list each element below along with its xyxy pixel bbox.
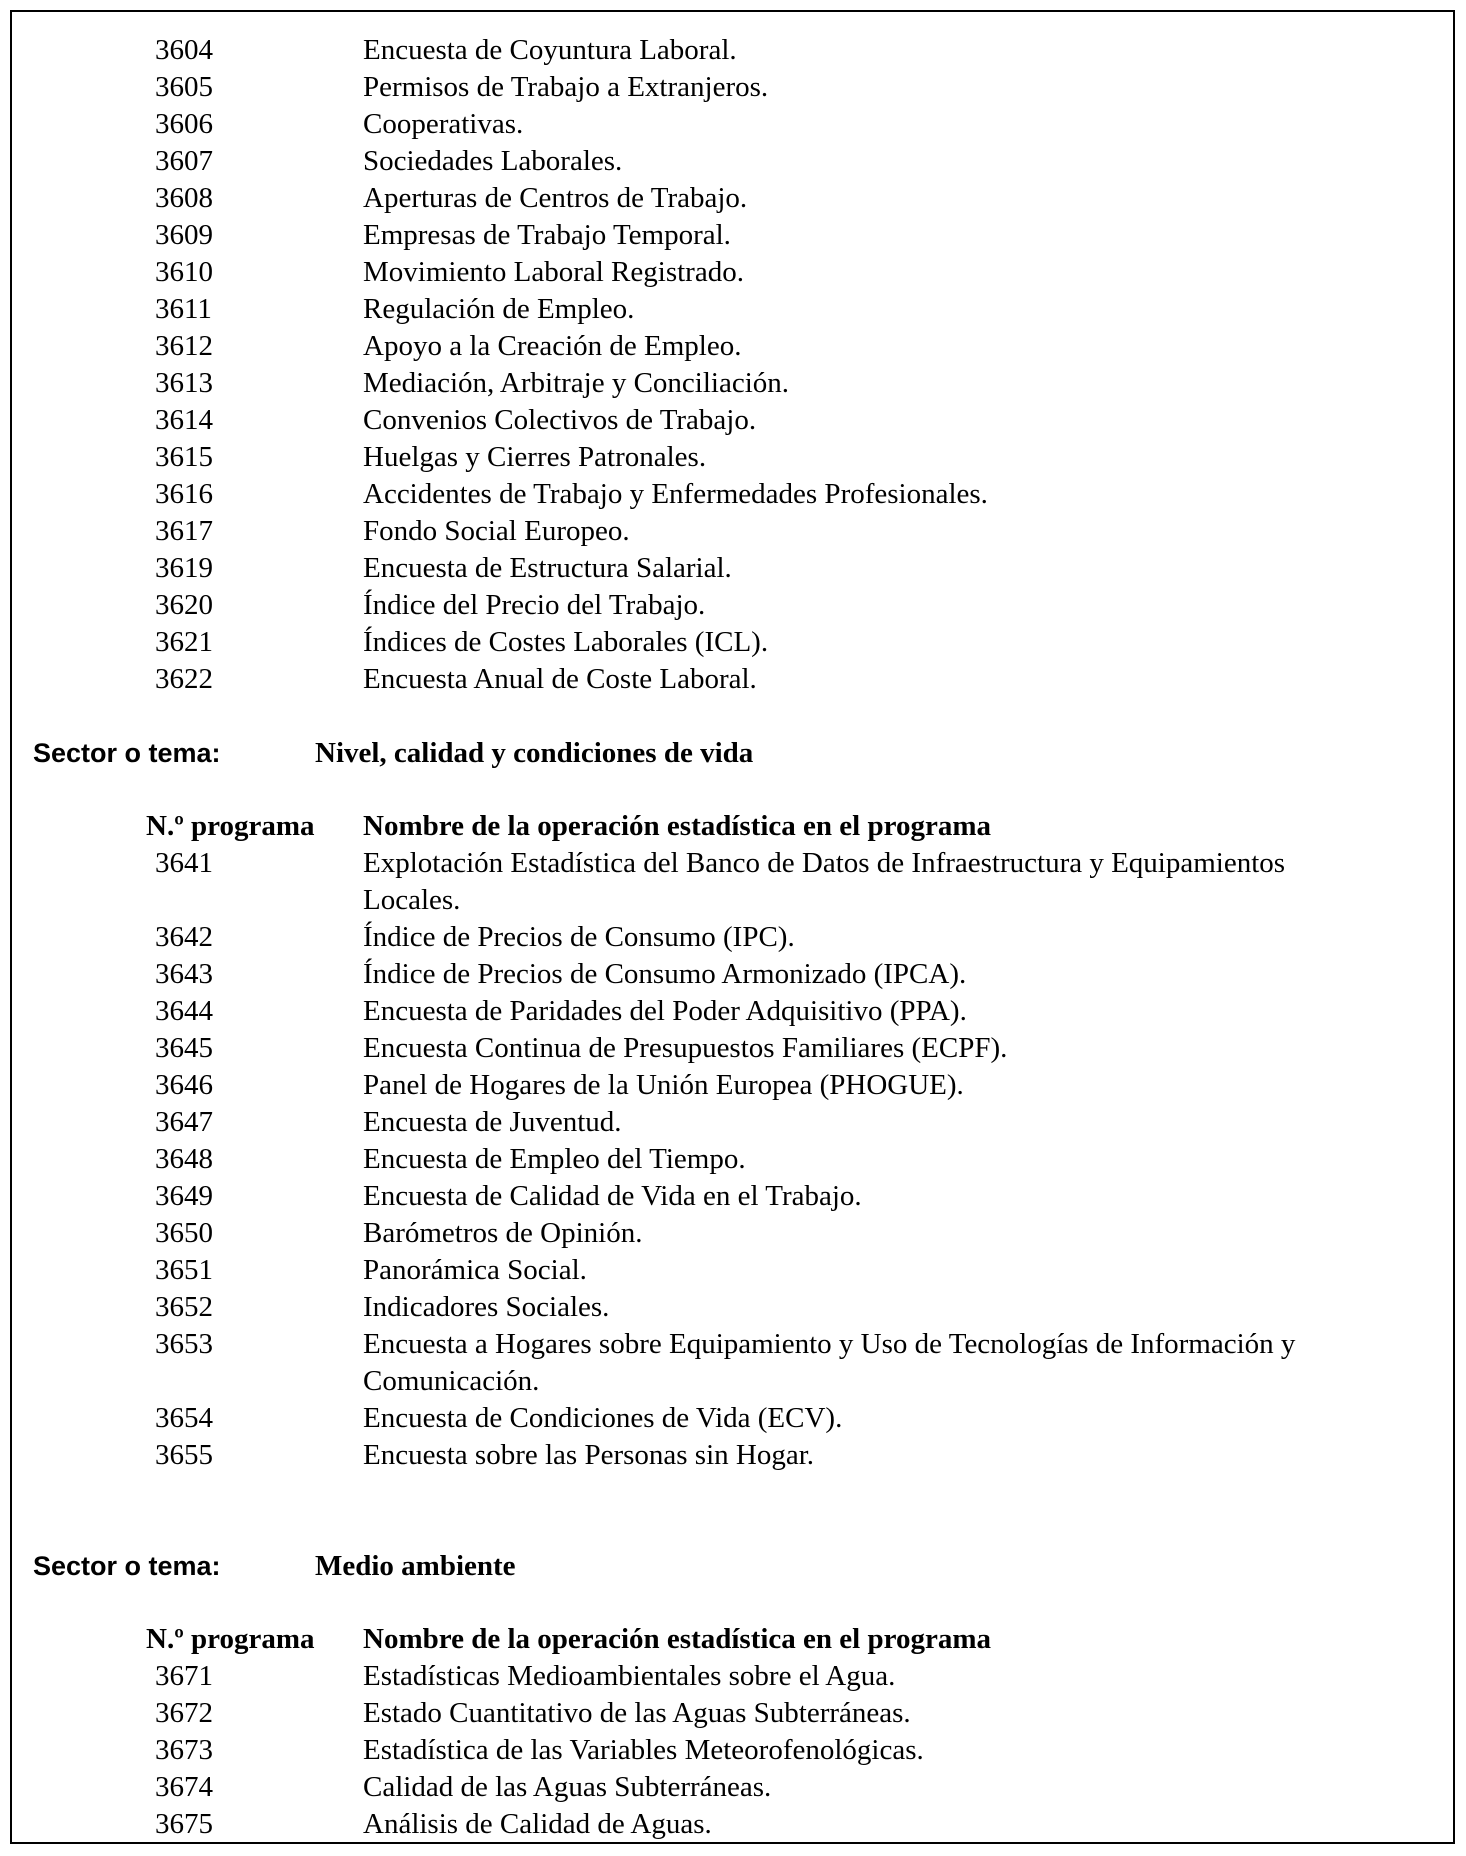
operation-name: Indicadores Sociales.: [363, 1291, 610, 1323]
program-number: 3616: [155, 478, 213, 510]
program-number: 3607: [155, 145, 213, 177]
program-number: 3653: [155, 1328, 213, 1360]
operation-name: Índice de Precios de Consumo Armonizado (IPCA).: [363, 958, 967, 990]
operation-name: Encuesta de Juventud.: [363, 1106, 622, 1138]
column-header-operation-name: Nombre de la operación estadística en el programa: [363, 1623, 991, 1655]
program-number: 3655: [155, 1439, 213, 1471]
operation-name: Fondo Social Europeo.: [363, 515, 630, 547]
program-number: 3620: [155, 589, 213, 621]
operation-name: Movimiento Laboral Registrado.: [363, 256, 744, 288]
operation-name: Análisis de Calidad de Aguas.: [363, 1808, 712, 1840]
operation-name: Encuesta Continua de Presupuestos Familiares (ECPF).: [363, 1032, 1008, 1064]
program-number: 3649: [155, 1180, 213, 1212]
program-number: 3643: [155, 958, 213, 990]
operation-name: Accidentes de Trabajo y Enfermedades Profesionales.: [363, 478, 988, 510]
operation-name: Panel de Hogares de la Unión Europea (PHOGUE).: [363, 1069, 964, 1101]
operation-name: Encuesta a Hogares sobre Equipamiento y Uso de Tecnologías de Información y: [363, 1328, 1296, 1360]
operation-name: Encuesta Anual de Coste Laboral.: [363, 663, 757, 695]
program-number: 3652: [155, 1291, 213, 1323]
operation-name-continuation: Locales.: [363, 884, 461, 916]
operation-name: Mediación, Arbitraje y Conciliación.: [363, 367, 790, 399]
program-number: 3646: [155, 1069, 213, 1101]
program-number: 3674: [155, 1771, 213, 1803]
sector-title: Nivel, calidad y condiciones de vida: [315, 737, 754, 769]
operation-name: Convenios Colectivos de Trabajo.: [363, 404, 757, 436]
operation-name: Sociedades Laborales.: [363, 145, 623, 177]
operation-name: Huelgas y Cierres Patronales.: [363, 441, 707, 473]
program-number: 3647: [155, 1106, 213, 1138]
program-number: 3654: [155, 1402, 213, 1434]
program-number: 3619: [155, 552, 213, 584]
program-number: 3617: [155, 515, 213, 547]
operation-name: Índice de Precios de Consumo (IPC).: [363, 921, 795, 953]
operation-name: Índice del Precio del Trabajo.: [363, 589, 706, 621]
program-number: 3614: [155, 404, 213, 436]
sector-label: Sector o tema:: [33, 1551, 221, 1581]
program-number: 3642: [155, 921, 213, 953]
program-number: 3615: [155, 441, 213, 473]
column-header-operation-name: Nombre de la operación estadística en el programa: [363, 810, 991, 842]
operation-name: Barómetros de Opinión.: [363, 1217, 643, 1249]
operation-name: Encuesta de Estructura Salarial.: [363, 552, 732, 584]
operation-name: Encuesta sobre las Personas sin Hogar.: [363, 1439, 815, 1471]
operation-name: Empresas de Trabajo Temporal.: [363, 219, 731, 251]
program-number: 3609: [155, 219, 213, 251]
program-number: 3672: [155, 1697, 213, 1729]
operation-name: Encuesta de Coyuntura Laboral.: [363, 34, 737, 66]
program-number: 3608: [155, 182, 213, 214]
operation-name: Permisos de Trabajo a Extranjeros.: [363, 71, 769, 103]
program-number: 3644: [155, 995, 213, 1027]
operation-name: Regulación de Empleo.: [363, 293, 635, 325]
program-number: 3651: [155, 1254, 213, 1286]
program-number: 3648: [155, 1143, 213, 1175]
program-number: 3605: [155, 71, 213, 103]
program-number: 3613: [155, 367, 213, 399]
program-number: 3622: [155, 663, 213, 695]
program-number: 3645: [155, 1032, 213, 1064]
operation-name: Panorámica Social.: [363, 1254, 587, 1286]
operation-name: Aperturas de Centros de Trabajo.: [363, 182, 748, 214]
program-number: 3675: [155, 1808, 213, 1840]
operation-name: Encuesta de Empleo del Tiempo.: [363, 1143, 746, 1175]
program-number: 3621: [155, 626, 213, 658]
column-header-program-number: N.º programa: [146, 1623, 315, 1655]
program-number: 3612: [155, 330, 213, 362]
program-number: 3673: [155, 1734, 213, 1766]
operation-name: Estadísticas Medioambientales sobre el Agua.: [363, 1660, 896, 1692]
operation-name: Encuesta de Condiciones de Vida (ECV).: [363, 1402, 843, 1434]
sector-label: Sector o tema:: [33, 738, 221, 768]
operation-name: Estadística de las Variables Meteorofenológicas.: [363, 1734, 924, 1766]
program-number: 3671: [155, 1660, 213, 1692]
program-number: 3641: [155, 847, 213, 879]
operation-name: Calidad de las Aguas Subterráneas.: [363, 1771, 772, 1803]
operation-name: Encuesta de Paridades del Poder Adquisitivo (PPA).: [363, 995, 967, 1027]
program-number: 3611: [155, 293, 212, 325]
program-number: 3610: [155, 256, 213, 288]
operation-name: Índices de Costes Laborales (ICL).: [363, 626, 769, 658]
operation-name: Cooperativas.: [363, 108, 524, 140]
column-header-program-number: N.º programa: [146, 810, 315, 842]
operation-name: Apoyo a la Creación de Empleo.: [363, 330, 742, 362]
program-number: 3606: [155, 108, 213, 140]
operation-name: Encuesta de Calidad de Vida en el Trabajo.: [363, 1180, 862, 1212]
program-number: 3650: [155, 1217, 213, 1249]
program-number: 3604: [155, 34, 213, 66]
operation-name: Explotación Estadística del Banco de Datos de Infraestructura y Equipamientos: [363, 847, 1286, 879]
operation-name-continuation: Comunicación.: [363, 1365, 540, 1397]
sector-title: Medio ambiente: [315, 1550, 516, 1582]
operation-name: Estado Cuantitativo de las Aguas Subterráneas.: [363, 1697, 911, 1729]
